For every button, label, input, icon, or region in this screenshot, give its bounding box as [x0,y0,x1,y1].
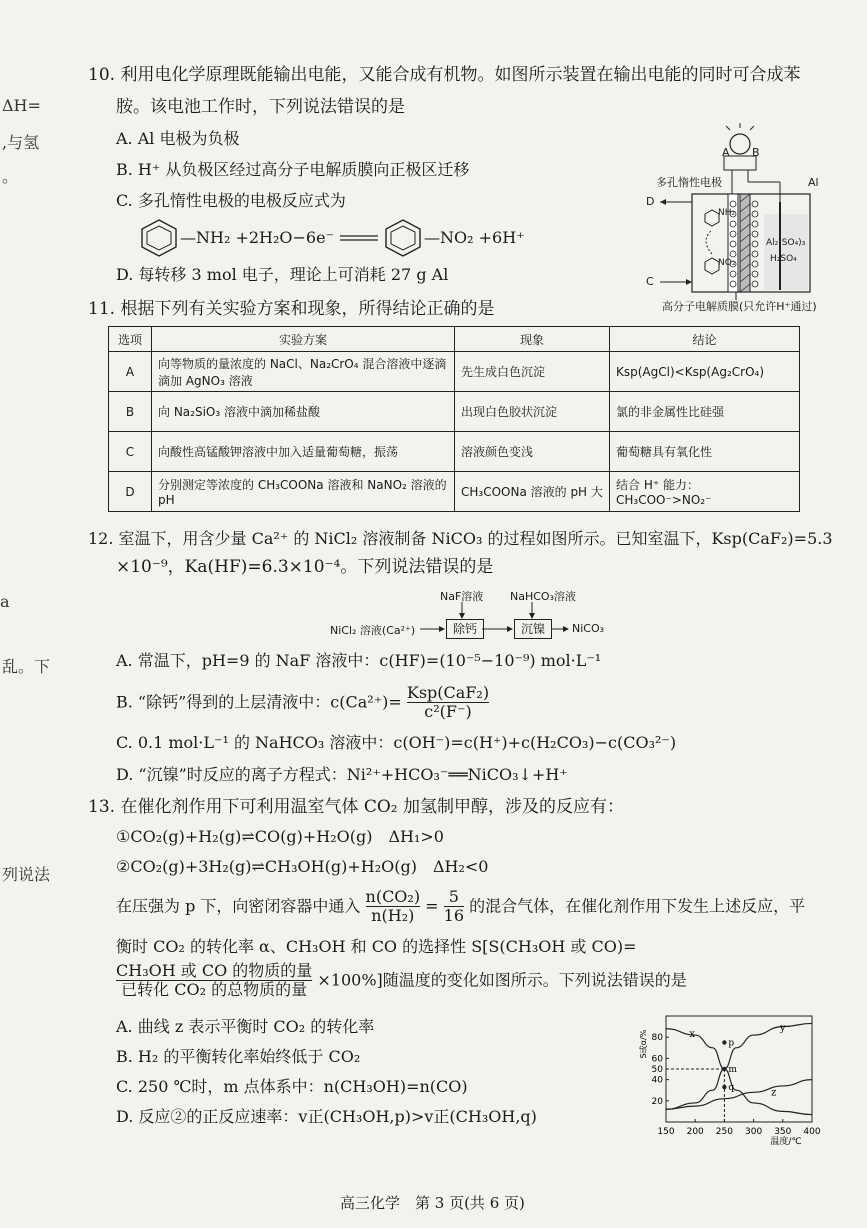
margin-fragment-3: 。 [2,167,19,186]
q10-equation-right: —NO₂ +6H⁺ [424,228,525,247]
q12-stem-line1: 12. 室温下，用含少量 Ca²⁺ 的 NiCl₂ 溶液制备 NiCO₃ 的过程如图所示。已知室温下，Ksp(CaF₂)=5.3 [88,529,833,548]
q13-option-a: A. 曲线 z 表示平衡时 CO₂ 的转化率 [116,1017,375,1036]
x-tick-label: 150 [657,1127,675,1137]
q13-selectivity [116,962,687,999]
x-tick-label: 300 [745,1127,763,1137]
fraction-numerator: CH₃OH 或 CO 的物质的量 [116,961,313,980]
table-header: 结论 [610,327,800,352]
q12-option-b-fraction [407,684,489,721]
q13-chart [636,1008,836,1148]
table-cell: 向 Na₂SiO₃ 溶液中滴加稀盐酸 [152,392,455,432]
q13-line2: 衡时 CO₂ 的转化率 α、CH₃OH 和 CO 的选择性 S[S(CH₃OH 或 CO)= [116,937,637,956]
q13-option-d: D. 反应②的正反应速率：v正(CH₃OH,p)>v正(CH₃OH,q) [116,1107,537,1126]
table-cell: 向酸性高锰酸钾溶液中加入适量葡萄糖，振荡 [152,432,455,472]
table-cell: 分别测定等浓度的 CH₃COONa 溶液和 NaNO₂ 溶液的 pH [152,472,455,512]
q13-condition-suffix: 的混合气体，在催化剂作用下发生上述反应，平 [469,896,806,916]
series-line-z [666,1080,812,1110]
flow-end: NiCO₃ [572,622,605,635]
point-label-q: q [728,1083,735,1094]
q12-stem-line2: ×10⁻⁹，Ka(HF)=6.3×10⁻⁴。下列说法错误的是 [116,557,494,577]
q10-equation-benzene-right-icon [382,218,424,258]
point-q [722,1085,726,1089]
q10-option-a: A. Al 电极为负极 [116,129,240,148]
point-label-p: p [728,1038,735,1049]
table-header: 选项 [109,327,152,352]
table-header: 现象 [455,327,610,352]
q10-equation-arrow [338,230,380,246]
margin-fragment-6: 列说法 [2,865,51,884]
cell-label-solution1: Al₂(SO₄)₃ [766,238,806,248]
table-cell: 氯的非金属性比硅强 [610,392,800,432]
table-cell: B [109,392,152,432]
cell-label-no2: NO₂ [718,258,736,268]
table-cell: Ksp(AgCl)<Ksp(Ag₂CrO₄) [610,352,800,392]
q11-stem: 11. 根据下列有关实验方案和现象，所得结论正确的是 [88,299,495,319]
q10-option-c: C. 多孔惰性电极的电极反应式为 [116,191,346,210]
margin-fragment-1: ΔH= [2,96,41,115]
table-row [109,352,800,392]
x-tick-label: 250 [715,1127,733,1137]
series-line-y [666,1023,812,1109]
table-header: 实验方案 [152,327,455,352]
table-cell: CH₃COONa 溶液的 pH 大 [455,472,610,512]
margin-fragment-4: a [0,592,10,611]
table-cell: 结合 H⁺ 能力：CH₃COO⁻>NO₂⁻ [610,472,800,512]
table-cell: 出现白色胶状沉淀 [455,392,610,432]
flow-start: NiCl₂ 溶液(Ca²⁺) [330,624,416,637]
table-row [109,392,800,432]
q10-option-b: B. H⁺ 从负极区经过高分子电解质膜向正极区迁移 [116,160,470,179]
table-row [109,472,800,512]
q12-option-b [116,684,489,721]
y-tick-label: 60 [651,1054,663,1065]
fraction-denominator: c²(F⁻) [424,702,472,721]
q10-stem-line2: 胺。该电池工作时，下列说法错误的是 [116,97,405,117]
margin-fragment-5: 乱。下 [2,657,51,676]
q13-condition-prefix: 在压强为 p 下，向密闭容器中通入 [116,896,361,916]
series-label-y: y [779,1022,786,1034]
cell-label-al: Al [808,176,819,189]
cell-label-nh2: NH₂ [718,208,736,218]
y-tick-label: 80 [651,1033,663,1044]
cell-label-d: D [646,195,655,208]
q13-option-c: C. 250 ℃时，m 点体系中：n(CH₃OH)=n(CO) [116,1077,468,1096]
fraction-numerator: n(CO₂) [365,887,421,906]
q13-reaction-1: ①CO₂(g)+H₂(g)⇌CO(g)+H₂O(g) ΔH₁>0 [116,827,444,846]
table-cell: C [109,432,152,472]
table-cell: D [109,472,152,512]
fraction-denominator: n(H₂) [371,906,415,925]
cell-label-solution2: H₂SO₄ [770,254,797,264]
series-label-z: z [771,1087,777,1099]
point-m [722,1067,726,1071]
table-cell: A [109,352,152,392]
q13-option-b: B. H₂ 的平衡转化率始终低于 CO₂ [116,1047,361,1066]
q12-option-d: D. “沉镍”时反应的离子方程式：Ni²⁺+HCO₃⁻══NiCO₃↓+H⁺ [116,765,568,784]
q12-option-c: C. 0.1 mol·L⁻¹ 的 NaHCO₃ 溶液中：c(OH⁻)=c(H⁺)+c(H₂CO₃)−c(CO₃²⁻) [116,733,677,752]
y-axis-label: S或α/% [639,1029,648,1059]
equals-sign: = [425,896,439,916]
table-cell: 溶液颜色变浅 [455,432,610,472]
point-label-m: m [728,1065,737,1075]
page-footer: 高三化学 第 3 页(共 6 页) [340,1194,525,1212]
y-tick-label: 50 [651,1065,663,1075]
table-cell: 葡萄糖具有氧化性 [610,432,800,472]
y-tick-label: 20 [651,1096,663,1107]
fraction-denominator: 已转化 CO₂ 的总物质的量 [121,980,308,999]
flow-step-precipitate-nickel: 沉镍 [514,619,552,639]
point-p [722,1040,726,1044]
q13-selectivity-fraction [116,962,312,999]
q13-reaction-2: ②CO₂(g)+3H₂(g)⇌CH₃OH(g)+H₂O(g) ΔH₂<0 [116,857,489,876]
q13-condition [116,888,805,925]
flow-step-remove-calcium: 除钙 [446,619,484,639]
flow-reagent-1: NaF溶液 [440,590,484,603]
q10-cell-figure [640,122,820,312]
series-line-x [666,1029,812,1115]
table-row [109,432,800,472]
cell-label-c: C [646,275,654,288]
x-tick-label: 350 [774,1127,792,1137]
q10-equation-left: —NH₂ +2H₂O−6e⁻ [180,228,335,247]
table-cell: 向等物质的量浓度的 NaCl、Na₂CrO₄ 混合溶液中逐滴滴加 AgNO₃ 溶液 [152,352,455,392]
fraction-numerator: Ksp(CaF₂) [406,683,490,702]
x-tick-label: 400 [803,1127,821,1137]
series-label-x: x [689,1029,696,1041]
x-axis-label: 温度/℃ [770,1137,802,1147]
q10-stem-line1: 10. 利用电化学原理既能输出电能，又能合成有机物。如图所示装置在输出电能的同时可合成苯 [88,65,801,85]
q11-table [108,326,800,512]
q13-ratio-fraction [366,888,421,925]
y-tick-label: 40 [651,1075,663,1086]
x-tick-label: 200 [686,1127,704,1137]
table-cell: 先生成白色沉淀 [455,352,610,392]
q12-option-b-prefix: B. “除钙”得到的上层清液中：c(Ca²⁺)= [116,692,402,712]
margin-fragment-2: ,与氢 [2,133,40,152]
q10-option-d: D. 每转移 3 mol 电子，理论上可消耗 27 g Al [116,265,449,284]
cell-label-a: A [722,146,730,159]
q12-option-a: A. 常温下，pH=9 的 NaF 溶液中：c(HF)=(10⁻⁵−10⁻⁹) mol·L⁻¹ [116,651,602,670]
cell-caption: 高分子电解质膜(只允许H⁺通过) [662,300,817,313]
q13-selectivity-suffix: ×100%]随温度的变化如图所示。下列说法错误的是 [317,970,687,990]
q13-ratio-value [444,888,464,925]
fraction-numerator: 5 [444,888,464,907]
cell-label-b: B [752,146,760,159]
q10-equation-benzene-left-icon [138,218,180,258]
fraction-denominator: 16 [443,906,465,925]
q13-stem: 13. 在催化剂作用下可利用温室气体 CO₂ 加氢制甲醇，涉及的反应有： [88,797,625,817]
flow-reagent-2: NaHCO₃溶液 [510,590,576,603]
cell-label-porous: 多孔惰性电极 [656,176,722,189]
